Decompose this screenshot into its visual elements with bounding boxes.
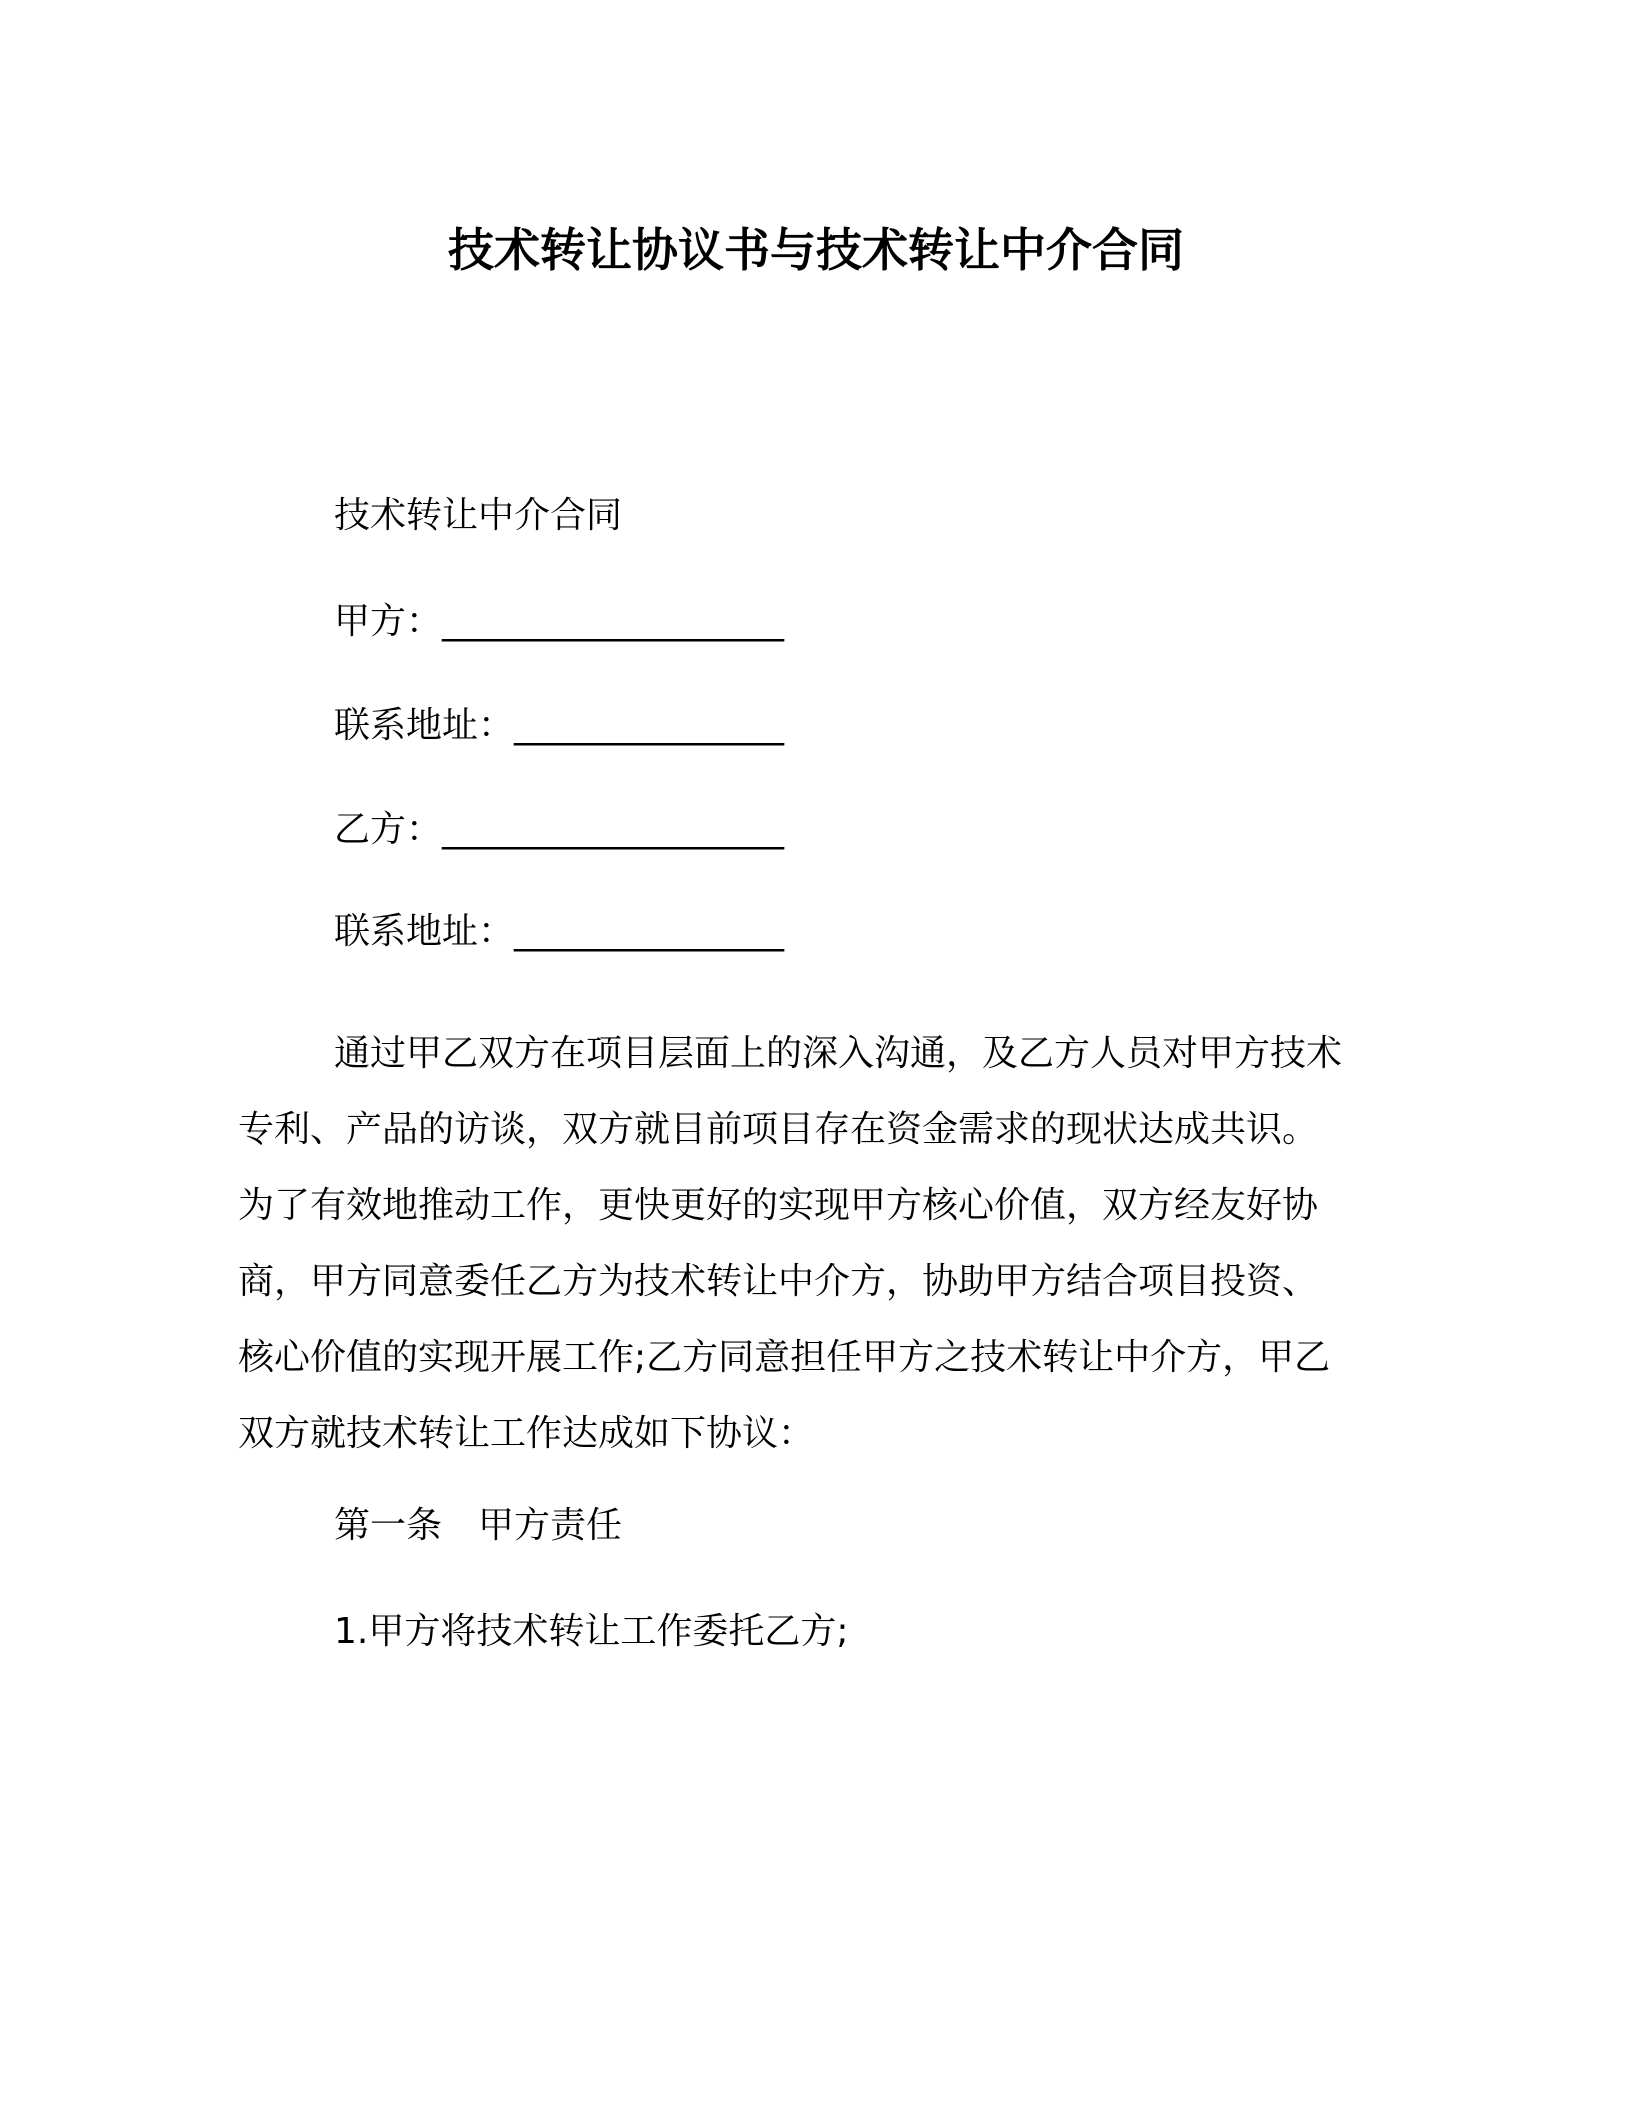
intro-paragraph — [238, 1016, 1378, 1472]
paragraph-line: 商，甲方同意委任乙方为技术转让中介方，协助甲方结合项目投资、 — [238, 1261, 1319, 1302]
paragraph-line: 通过甲乙双方在项目层面上的深入沟通，及乙方人员对甲方技术 — [334, 1033, 1343, 1074]
party-b-address-field: 联系地址：_______________ — [334, 911, 785, 952]
contract-subtitle: 技术转让中介合同 — [334, 495, 623, 536]
party-b-field: 乙方：___________________ — [334, 809, 785, 850]
party-a-field: 甲方：___________________ — [334, 601, 785, 642]
document-title: 技术转让协议书与技术转让中介合同 — [448, 223, 1184, 277]
article-1-item-1: 1.甲方将技术转让工作委托乙方; — [334, 1611, 849, 1652]
paragraph-line: 为了有效地推动工作，更快更好的实现甲方核心价值，双方经友好协 — [238, 1185, 1319, 1226]
party-a-address-field: 联系地址：_______________ — [334, 705, 785, 746]
paragraph-line: 核心价值的实现开展工作;乙方同意担任甲方之技术转让中介方，甲乙 — [238, 1337, 1331, 1378]
paragraph-line: 专利、产品的访谈，双方就目前项目存在资金需求的现状达成共识。 — [238, 1109, 1319, 1150]
article-1-heading: 第一条 甲方责任 — [334, 1505, 623, 1546]
paragraph-line: 双方就技术转让工作达成如下协议： — [238, 1413, 815, 1454]
